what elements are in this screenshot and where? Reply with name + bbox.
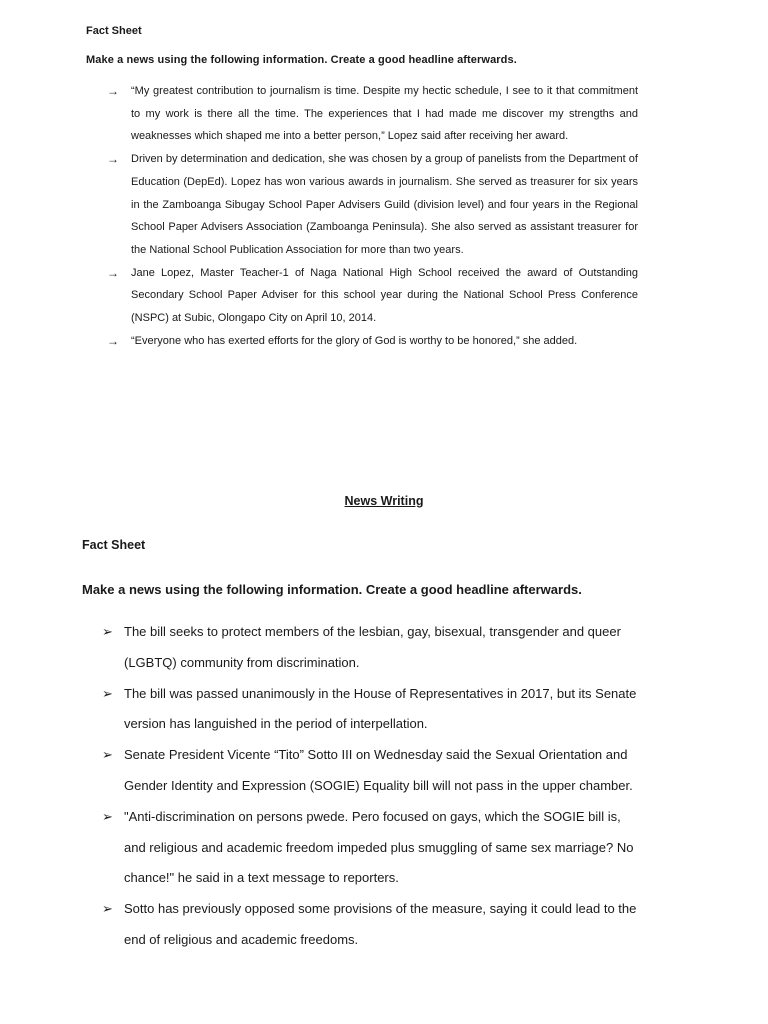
fact-text: “My greatest contribution to journalism is time. Despite my hectic schedule, I see to it that commitment to my work is there all the time. The experiences that I had made me discover my strengths and weaknesses which shaped me into a better person,” Lopez said after receiving her award. (131, 85, 638, 143)
fact-text: The bill seeks to protect members of the lesbian, gay, bisexual, transgender and queer (LGBTQ) community from discrimination. (124, 624, 621, 670)
section-title: News Writing (344, 494, 424, 508)
arrowhead-bullet-icon: ➢ (102, 901, 113, 917)
fact-item (0, 894, 644, 956)
arrow-right-icon: → (107, 84, 119, 98)
fact-text: "Anti-discrimination on persons pwede. Pero focused on gays, which the SOGIE bill is, and religious and academic freedom impeded plus smuggling of same sex marriage? No chance!" he said in a text message to reporters. (124, 808, 634, 886)
fact-item (0, 330, 638, 353)
arrow-right-icon: → (107, 152, 119, 167)
fact-item (0, 617, 644, 679)
arrowhead-bullet-icon: ➢ (102, 808, 113, 824)
fact-item (0, 679, 644, 741)
fact-sheet-heading: Fact Sheet (86, 25, 142, 37)
arrowhead-bullet-icon: ➢ (102, 747, 113, 763)
fact-item (0, 262, 638, 330)
fact-item (0, 740, 644, 802)
fact-text: Senate President Vicente “Tito” Sotto III on Wednesday said the Sexual Orientation and Gender Identity and Expression (SOGIE) Equality bill will not pass in the upper chamber. (124, 747, 633, 793)
fact-text: “Everyone who has exerted efforts for the glory of God is worthy to be honored,” she added. (131, 334, 578, 347)
arrow-right-icon: → (107, 333, 119, 348)
fact-text: Driven by determination and dedication, she was chosen by a group of panelists from the Department of Education (DepEd). Lopez has won various awards in journalism. She served as treasurer for six years in the Zamboanga Sibugay School Paper Advisers Guild (division level) and four years in the Regional School Paper Advisers Association (Zamboanga Peninsula). She also served as assistant treasurer for the National School Publication Association for more than two years. (131, 153, 638, 256)
fact-list (0, 80, 768, 352)
instruction-text: Make a news using the following information. Create a good headline afterwards. (86, 54, 517, 66)
fact-item (0, 80, 638, 148)
fact-text: Sotto has previously opposed some provisions of the measure, saying it could lead to the end of religious and academic freedoms. (124, 901, 637, 947)
fact-item (0, 148, 638, 262)
fact-text: Jane Lopez, Master Teacher-1 of Naga National High School received the award of Outstanding Secondary School Paper Adviser for this school year during the National School Press Conference (NSPC) at Subic, Olongapo City on April 10, 2014. (131, 266, 638, 325)
fact-sheet-heading: Fact Sheet (82, 538, 146, 552)
arrowhead-bullet-icon: ➢ (102, 685, 113, 701)
fact-item (0, 802, 644, 894)
arrow-right-icon: → (107, 265, 119, 280)
fact-list (0, 617, 768, 956)
arrowhead-bullet-icon: ➢ (102, 624, 113, 639)
instruction-text: Make a news using the following information. Create a good headline afterwards. (82, 582, 582, 597)
fact-text: The bill was passed unanimously in the House of Representatives in 2017, but its Senate version has languished in the period of interpellation. (124, 685, 637, 732)
